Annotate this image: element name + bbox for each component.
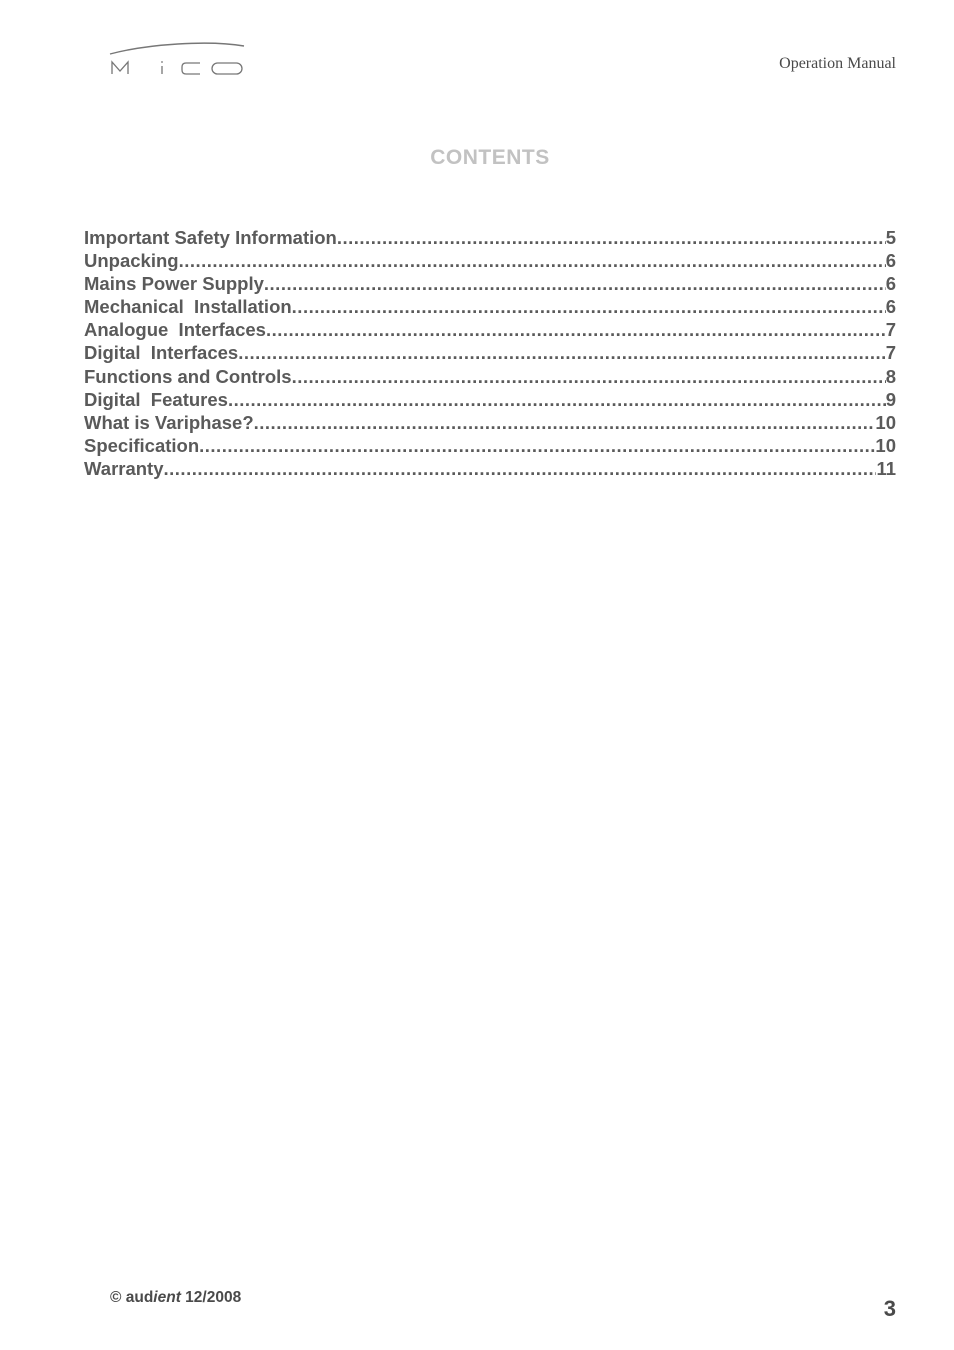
toc-entry-page: 10 — [875, 434, 896, 456]
toc-entry-specification[interactable] — [84, 435, 896, 458]
toc-entry-label: Mains Power Supply — [84, 273, 264, 295]
document-type-label: Operation Manual — [779, 55, 896, 72]
toc-entry-label: Unpacking — [84, 250, 179, 272]
toc-entry-page: 11 — [876, 457, 896, 479]
toc-leader-dots — [179, 250, 886, 272]
toc-entry-functions[interactable] — [84, 366, 896, 389]
copyright-symbol: © — [110, 1289, 122, 1306]
toc-leader-dots — [228, 389, 886, 411]
toc-entry-page: 7 — [885, 342, 896, 364]
toc-leader-dots — [264, 273, 886, 295]
toc-entry-mechanical[interactable] — [84, 296, 896, 319]
toc-entry-label: Specification — [84, 434, 200, 456]
toc-entry-page: 9 — [885, 388, 896, 410]
toc-entry-label: Digital Features — [84, 388, 228, 410]
page-number: 3 — [883, 1296, 896, 1321]
toc-entry-label: What is Variphase? — [84, 411, 254, 433]
toc-entry-page: 7 — [885, 319, 896, 341]
toc-entry-mains-power[interactable] — [84, 273, 896, 296]
toc-entry-page: 6 — [885, 296, 896, 318]
toc-entry-label: Analogue Interfaces — [84, 319, 266, 341]
toc-entry-page: 10 — [875, 411, 896, 433]
table-of-contents — [84, 227, 896, 481]
toc-leader-dots — [238, 342, 885, 364]
toc-entry-variphase[interactable] — [84, 412, 896, 435]
toc-entry-safety[interactable] — [84, 227, 896, 250]
toc-entry-unpacking[interactable] — [84, 250, 896, 273]
toc-entry-page: 5 — [885, 227, 896, 248]
toc-entry-page: 6 — [885, 273, 896, 295]
toc-entry-digital-features[interactable] — [84, 389, 896, 412]
toc-entry-warranty[interactable] — [84, 458, 896, 481]
toc-leader-dots — [164, 458, 877, 480]
toc-entry-page: 8 — [885, 365, 896, 387]
toc-entry-label: Digital Interfaces — [84, 342, 239, 364]
toc-entry-label: Important Safety Information — [84, 227, 337, 248]
toc-leader-dots — [199, 435, 875, 457]
toc-entry-label: Functions and Controls — [84, 365, 292, 387]
toc-entry-label: Warranty — [84, 457, 164, 479]
toc-leader-dots — [266, 319, 886, 341]
mico-logo-icon — [108, 40, 248, 80]
toc-entry-analogue[interactable] — [84, 319, 896, 342]
toc-entry-digital-interfaces[interactable] — [84, 342, 896, 365]
brand-suffix: ient — [153, 1289, 181, 1306]
brand-name — [126, 1289, 181, 1306]
copyright-date: 12/2008 — [185, 1289, 242, 1306]
toc-leader-dots — [337, 227, 886, 249]
toc-leader-dots — [254, 412, 876, 434]
toc-entry-label: Mechanical Installation — [84, 296, 292, 318]
brand-prefix: aud — [125, 1289, 154, 1306]
contents-title: CONTENTS — [430, 146, 550, 169]
toc-leader-dots — [292, 296, 886, 318]
toc-entry-page: 6 — [885, 250, 896, 272]
toc-leader-dots — [292, 366, 886, 388]
copyright-notice — [110, 1289, 241, 1307]
